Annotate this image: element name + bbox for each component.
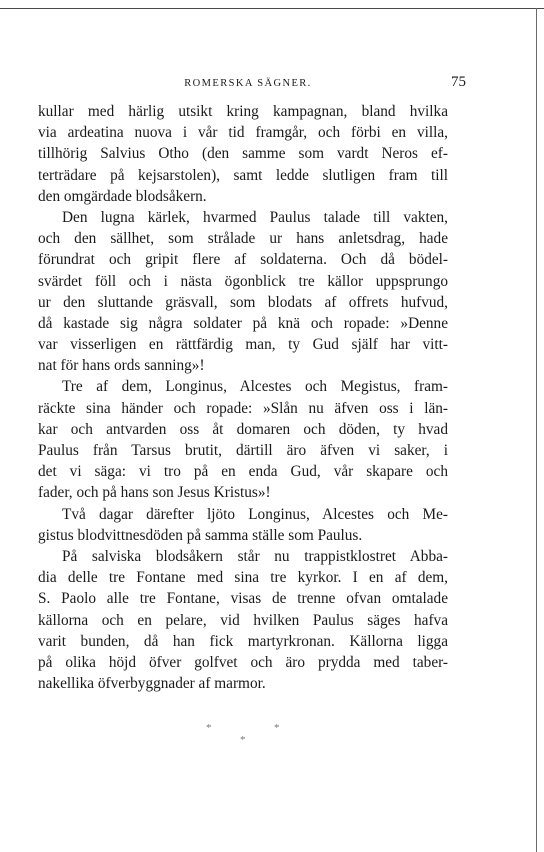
- text-line: På salviska blodsåkern står nu trappistklostret Abba-: [62, 547, 448, 565]
- text-line: svärdet föll och i nästa ögonblick tre källor uppsprungo: [38, 272, 448, 290]
- text-line: S. Paolo alle tre Fontane, visas de trenne ofvan omtalade: [38, 590, 448, 608]
- text-line: och den sällhet, som strålade ur hans anletsdrag, hade: [38, 230, 448, 248]
- text-line: Två dagar därefter ljöto Longinus, Alcestes och Me-: [62, 505, 448, 523]
- text-line: Tre af dem, Longinus, Alcestes och Megistus, fram-: [62, 378, 448, 396]
- text-line: nakellika öfverbyggnader af marmor.: [38, 675, 266, 693]
- text-line: kullar med härlig utsikt kring kampagnan, bland hvilka: [38, 103, 448, 120]
- text-line: ur den sluttande gräsvall, som blodats af offrets hufvud,: [38, 293, 448, 311]
- text-line: nat för hans ords sanning»!: [38, 357, 205, 375]
- page-header: [38, 74, 466, 94]
- page-right-edge: [536, 8, 537, 852]
- text-line: varit bunden, då han fick martyrkronan. Källorna ligga: [38, 632, 448, 650]
- text-line: förundrat och gripit flere af soldaterna. Och då bödel-: [38, 251, 448, 269]
- text-line: terträdare på kejsarstolen), samt ledde slutligen fram till: [38, 166, 448, 184]
- text-line: gistus blodvittnesdöden på samma ställe som Paulus.: [38, 526, 363, 544]
- text-line: källorna och en pelare, vid hvilken Paulus säges hafva: [38, 611, 448, 629]
- top-border-rule: [0, 8, 544, 9]
- asterism-star: *: [206, 722, 212, 734]
- text-line: via ardeatina nuova i vår tid framgår, och förbi en villa,: [38, 124, 448, 142]
- text-line: på olika höjd öfver golfvet och äro prydda med taber-: [38, 653, 448, 671]
- text-line: Den lugna kärlek, hvarmed Paulus talade till vakten,: [62, 208, 448, 226]
- text-line: tillhörig Salvius Otho (den samme som vardt Neros ef-: [38, 145, 448, 163]
- text-line: dia delle tre Fontane med sina tre kyrkor. I en af dem,: [38, 569, 448, 587]
- text-line: Paulus från Tarsus brutit, därtill äro äfven vi saker, i: [38, 442, 448, 459]
- asterism-icon: [196, 722, 296, 762]
- text-line: räckte sina händer och ropade: »Slån nu äfven oss i län-: [38, 399, 448, 417]
- asterism-star: *: [240, 734, 246, 746]
- body-text: [38, 101, 448, 694]
- text-line: den omgärdade blodsåkern.: [38, 187, 207, 205]
- text-line: då kastade sig några soldater på knä och ropade: »Denne: [38, 314, 448, 332]
- text-line: det vi säga: vi tro på en enda Gud, vår skapare och: [38, 463, 448, 481]
- asterism-star: *: [274, 722, 280, 734]
- text-line: fader, och på hans son Jesus Kristus»!: [38, 484, 271, 502]
- text-line: kar och antvarden oss åt domaren och döden, ty hvad: [38, 420, 448, 438]
- page-number: 75: [451, 74, 466, 90]
- running-title: ROMERSKA SÄGNER.: [184, 78, 312, 89]
- text-line: var visserligen en rättfärdig man, ty Gud själf har vitt-: [38, 336, 448, 354]
